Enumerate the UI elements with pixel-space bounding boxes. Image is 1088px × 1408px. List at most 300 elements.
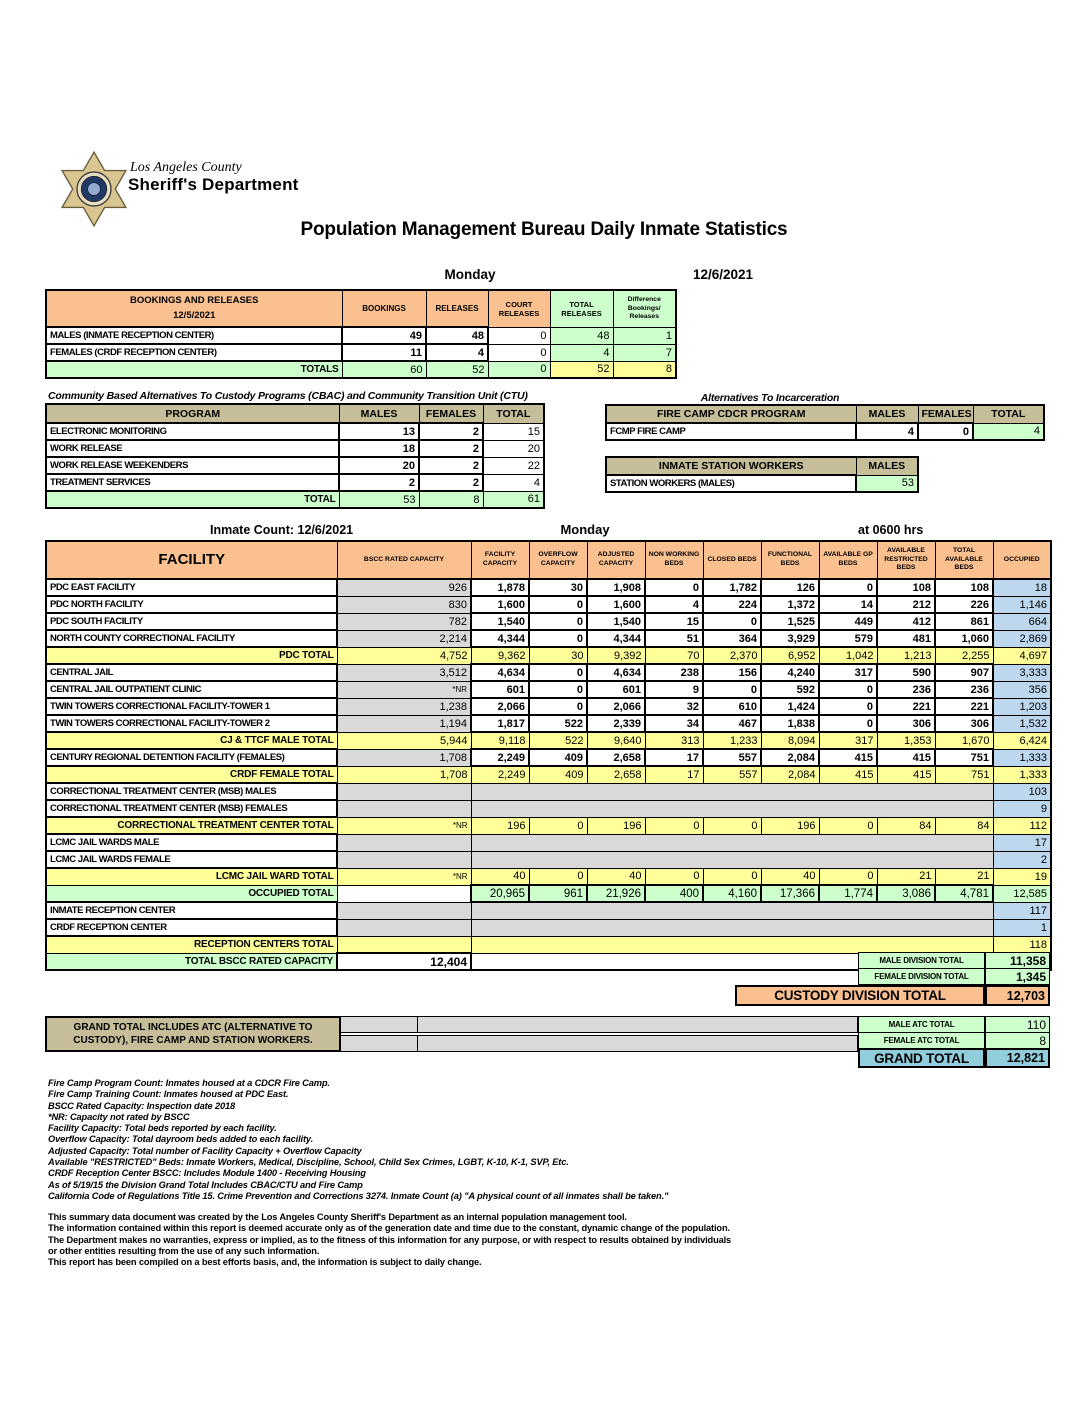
value-cell: 1,042: [819, 647, 877, 664]
female-division-total-value: 1,345: [985, 968, 1050, 985]
table-row: [46, 851, 1051, 868]
report-day: Monday: [444, 267, 496, 282]
occupied-cell: 12,585: [993, 885, 1051, 902]
occupied-cell: 6,424: [993, 732, 1051, 749]
cbac-table-body: [46, 423, 544, 508]
disclaimer: [48, 1212, 731, 1268]
value-cell: 17,366: [761, 885, 819, 902]
count-col-header: TOTAL AVAILABLE BEDS: [935, 541, 993, 579]
disclaimer-line: This report has been compiled on a best efforts basis, and, the information is subject to daily change.: [48, 1257, 482, 1268]
bscc-cell: [337, 800, 471, 817]
value-cell: 1,878: [471, 579, 529, 596]
footnote-line: California Code of Regulations Title 15. Crime Prevention and Corrections 3274. Inmate Count (a) "A physical count of all inmates shall be taken.": [48, 1190, 669, 1201]
value-cell: 9,392: [587, 647, 645, 664]
occupied-cell: 112: [993, 817, 1051, 834]
bscc-cell: 926: [337, 579, 471, 596]
value-cell: 34: [645, 715, 703, 732]
value-cell: 2,658: [587, 766, 645, 783]
table-row: [46, 732, 1051, 749]
table-row: [606, 475, 918, 492]
count-col-header: FUNCTIONAL BEDS: [761, 541, 819, 579]
fire-camp-table-body: [606, 423, 1044, 440]
col-inmate-station-workers: INMATE STATION WORKERS: [606, 457, 856, 475]
facility-label: CORRECTIONAL TREATMENT CENTER (MSB) FEMALES: [46, 800, 337, 817]
value-cell: 0: [819, 868, 877, 885]
value-cell: 196: [471, 817, 529, 834]
value-cell: 751: [935, 749, 993, 766]
col-fc-total: TOTAL: [973, 405, 1044, 423]
custody-division-total-value: 12,703: [985, 985, 1050, 1006]
disclaimer-line: This summary data document was created by the Los Angeles County Sheriff's Department as an internal population management tool.: [48, 1212, 627, 1222]
table-cell: 7: [613, 344, 676, 361]
value-cell: 400: [645, 885, 703, 902]
value-cell: 0: [703, 868, 761, 885]
value-cell: 2,084: [761, 766, 819, 783]
atc-gray-cell: [340, 1016, 418, 1033]
occupied-cell: 1: [993, 919, 1051, 936]
atc-gray-cell: [417, 1016, 858, 1033]
occupied-cell: 103: [993, 783, 1051, 800]
value-cell: 907: [935, 664, 993, 681]
occupied-cell: 18: [993, 579, 1051, 596]
table-cell: 15: [483, 423, 544, 440]
grand-total-row: [858, 1048, 1050, 1068]
row-label: FCMP FIRE CAMP: [606, 423, 856, 440]
value-cell: 306: [877, 715, 935, 732]
bscc-cell: 1,708: [337, 749, 471, 766]
value-cell: 481: [877, 630, 935, 647]
occupied-cell: 1,146: [993, 596, 1051, 613]
table-cell: 0: [918, 423, 973, 440]
bscc-cell: *NR: [337, 817, 471, 834]
value-cell: 313: [645, 732, 703, 749]
value-cell: 306: [935, 715, 993, 732]
table-cell: 0: [488, 327, 550, 344]
value-cell: 0: [529, 664, 587, 681]
value-cell: 0: [529, 630, 587, 647]
value-cell: 4,634: [471, 664, 529, 681]
grand-total-note: GRAND TOTAL INCLUDES ATC (ALTERNATIVE TO CUSTODY), FIRE CAMP AND STATION WORKERS.: [45, 1016, 341, 1052]
value-cell: 751: [935, 766, 993, 783]
value-cell: 30: [529, 579, 587, 596]
value-cell: 0: [819, 681, 877, 698]
bscc-cell: 830: [337, 596, 471, 613]
value-cell: 1,670: [935, 732, 993, 749]
value-cell: 0: [529, 868, 587, 885]
report-date: 12/6/2021: [693, 267, 754, 282]
value-cell: 40: [761, 868, 819, 885]
table-cell: 53: [339, 491, 419, 508]
grand-total-value: 12,821: [985, 1048, 1050, 1068]
value-cell: 1,600: [587, 596, 645, 613]
table-row: [46, 613, 1051, 630]
value-cell: 415: [877, 749, 935, 766]
value-cell: 212: [877, 596, 935, 613]
table-row: [46, 630, 1051, 647]
disclaimer-line: The information contained within this report is deemed accurate only as of the generation date and time due to the constant, dynamic change of the population.: [48, 1223, 730, 1234]
value-cell: 861: [935, 613, 993, 630]
table-row: [46, 749, 1051, 766]
value-cell: 4,344: [587, 630, 645, 647]
count-col-header: OVERFLOW CAPACITY: [529, 541, 587, 579]
table-row: [46, 681, 1051, 698]
table-row: [46, 902, 1051, 919]
table-cell: 20: [483, 440, 544, 457]
merged-cell: [471, 834, 993, 851]
value-cell: 1,060: [935, 630, 993, 647]
table-row: [46, 596, 1051, 613]
value-cell: 0: [703, 613, 761, 630]
facility-label: LCMC JAIL WARDS FEMALE: [46, 851, 337, 868]
value-cell: 4,160: [703, 885, 761, 902]
value-cell: 0: [529, 817, 587, 834]
facility-label: CENTRAL JAIL OUTPATIENT CLINIC: [46, 681, 337, 698]
value-cell: 0: [703, 681, 761, 698]
station-workers-table: [605, 456, 919, 493]
value-cell: 0: [645, 579, 703, 596]
footnote-line: Overflow Capacity: Total dayroom beds added to each facility.: [48, 1134, 313, 1145]
value-cell: 1,782: [703, 579, 761, 596]
disclaimer-line: or other entities resulting from the use of any such information.: [48, 1245, 320, 1256]
value-cell: 2,249: [471, 766, 529, 783]
bookings-title-line2: 12/5/2021: [173, 309, 216, 321]
facility-label: TWIN TOWERS CORRECTIONAL FACILITY-TOWER 2: [46, 715, 337, 732]
facility-label: CRDF RECEPTION CENTER: [46, 919, 337, 936]
merged-cell: [471, 936, 993, 953]
facility-label: CENTURY REGIONAL DETENTION FACILITY (FEMALES): [46, 749, 337, 766]
custody-division-total-row: [735, 985, 1050, 1006]
col-males: MALES: [339, 404, 419, 423]
value-cell: 522: [529, 732, 587, 749]
value-cell: 610: [703, 698, 761, 715]
value-cell: 21: [877, 868, 935, 885]
female-atc-total-label: FEMALE ATC TOTAL: [858, 1032, 985, 1049]
value-cell: 4: [645, 596, 703, 613]
table-row: [46, 327, 676, 344]
bscc-cell: *NR: [337, 868, 471, 885]
value-cell: 592: [761, 681, 819, 698]
table-row: [46, 715, 1051, 732]
value-cell: 415: [877, 766, 935, 783]
value-cell: 1,525: [761, 613, 819, 630]
value-cell: 17: [645, 749, 703, 766]
value-cell: 51: [645, 630, 703, 647]
occupied-cell: 19: [993, 868, 1051, 885]
footnote-line: *NR: Capacity not rated by BSCC: [48, 1111, 190, 1122]
value-cell: 364: [703, 630, 761, 647]
row-label: TREATMENT SERVICES: [46, 474, 339, 491]
value-cell: 601: [471, 681, 529, 698]
value-cell: 412: [877, 613, 935, 630]
sheriff-star-icon: [58, 150, 130, 228]
value-cell: 449: [819, 613, 877, 630]
disclaimer-line: The Department makes no warranties, express or implied, as to the fitness of this information for any purpose, or with respect to results obtained by individuals: [48, 1234, 732, 1245]
value-cell: 409: [529, 766, 587, 783]
table-cell: 53: [856, 475, 918, 492]
value-cell: 1,774: [819, 885, 877, 902]
female-division-total-row: [858, 968, 1050, 985]
merged-cell: [471, 851, 993, 868]
occupied-cell: 4,697: [993, 647, 1051, 664]
value-cell: 557: [703, 749, 761, 766]
logo-department-text: Sheriff's Department: [128, 175, 299, 194]
table-cell: 4: [856, 423, 918, 440]
value-cell: 409: [529, 749, 587, 766]
value-cell: 1,817: [471, 715, 529, 732]
table-cell: 60: [342, 361, 426, 378]
occupied-cell: 2,869: [993, 630, 1051, 647]
table-cell: 11: [342, 344, 426, 361]
bookings-table-title: [46, 290, 342, 327]
value-cell: 2,370: [703, 647, 761, 664]
occupied-cell: 118: [993, 936, 1051, 953]
value-cell: 84: [877, 817, 935, 834]
count-col-header: BSCC RATED CAPACITY: [337, 541, 471, 579]
bscc-cell: [337, 783, 471, 800]
count-col-header: AVAILABLE GP BEDS: [819, 541, 877, 579]
facility-label: PDC TOTAL: [46, 647, 337, 664]
col-fc-females: FEMALES: [918, 405, 973, 423]
bscc-cell: 2,214: [337, 630, 471, 647]
table-row: [46, 783, 1051, 800]
value-cell: 32: [645, 698, 703, 715]
facility-label: TWIN TOWERS CORRECTIONAL FACILITY-TOWER 1: [46, 698, 337, 715]
facility-label: CENTRAL JAIL: [46, 664, 337, 681]
table-row: [46, 664, 1051, 681]
cbac-table: [45, 403, 545, 509]
col-difference: Difference Bookings/ Releases: [613, 290, 676, 327]
facility-label: CRDF FEMALE TOTAL: [46, 766, 337, 783]
table-row: [46, 344, 676, 361]
bscc-cell: [337, 902, 471, 919]
value-cell: 236: [935, 681, 993, 698]
value-cell: 70: [645, 647, 703, 664]
value-cell: 126: [761, 579, 819, 596]
value-cell: 1,353: [877, 732, 935, 749]
count-col-header: ADJUSTED CAPACITY: [587, 541, 645, 579]
occupied-cell: 3,333: [993, 664, 1051, 681]
facility-label: INMATE RECEPTION CENTER: [46, 902, 337, 919]
count-col-header: NON WORKING BEDS: [645, 541, 703, 579]
count-col-header: FACILITY: [46, 541, 337, 579]
table-row: [46, 491, 544, 508]
value-cell: 2,084: [761, 749, 819, 766]
atc-gray-cell: [340, 1035, 418, 1052]
facility-label: RECEPTION CENTERS TOTAL: [46, 936, 337, 953]
value-cell: 4,634: [587, 664, 645, 681]
table-row: [46, 885, 1051, 902]
footnote-line: Available "RESTRICTED" Beds: Inmate Workers, Medical, Discipline, School, Child Sex Crimes, LGBT, K-10, K-1, SVP, Etc.: [48, 1157, 569, 1168]
facility-label: CORRECTIONAL TREATMENT CENTER (MSB) MALES: [46, 783, 337, 800]
male-division-total-row: [858, 952, 1050, 969]
custody-division-total-label: CUSTODY DIVISION TOTAL: [735, 985, 985, 1006]
table-cell: 4: [483, 474, 544, 491]
value-cell: 0: [529, 596, 587, 613]
occupied-cell: 1,532: [993, 715, 1051, 732]
value-cell: 1,908: [587, 579, 645, 596]
table-cell: 2: [419, 457, 483, 474]
table-row: [46, 440, 544, 457]
bscc-cell: [337, 834, 471, 851]
col-fire-camp-program: FIRE CAMP CDCR PROGRAM: [606, 405, 856, 423]
facility-label: LCMC JAIL WARD TOTAL: [46, 868, 337, 885]
value-cell: 224: [703, 596, 761, 613]
value-cell: 14: [819, 596, 877, 613]
table-cell: 1: [613, 327, 676, 344]
col-bookings: BOOKINGS: [342, 290, 426, 327]
female-atc-total-value: 8: [985, 1032, 1050, 1049]
value-cell: 0: [529, 681, 587, 698]
count-col-header: FACILITY CAPACITY: [471, 541, 529, 579]
facility-label: OCCUPIED TOTAL: [46, 885, 337, 902]
value-cell: 0: [819, 579, 877, 596]
bscc-cell: 3,512: [337, 664, 471, 681]
table-cell: 13: [339, 423, 419, 440]
table-cell: 2: [419, 474, 483, 491]
footnote-line: BSCC Rated Capacity: Inspection date 2018: [48, 1100, 236, 1111]
occupied-cell: 17: [993, 834, 1051, 851]
merged-cell: [471, 783, 993, 800]
table-cell: 8: [613, 361, 676, 378]
value-cell: 2,066: [587, 698, 645, 715]
count-caption-day: Monday: [560, 522, 610, 537]
table-cell: 4: [426, 344, 488, 361]
female-division-total-label: FEMALE DIVISION TOTAL: [858, 968, 985, 985]
value-cell: 601: [587, 681, 645, 698]
value-cell: 9,118: [471, 732, 529, 749]
table-row: [46, 361, 676, 378]
footnotes: [48, 1078, 668, 1202]
table-row: [46, 834, 1051, 851]
merged-cell: [471, 800, 993, 817]
occupied-cell: 2: [993, 851, 1051, 868]
footnote-line: Fire Camp Program Count: Inmates housed at a CDCR Fire Camp.: [48, 1078, 330, 1088]
table-row: [46, 579, 1051, 596]
facility-label: PDC NORTH FACILITY: [46, 596, 337, 613]
facility-label: LCMC JAIL WARDS MALE: [46, 834, 337, 851]
page-title: Population Management Bureau Daily Inmate Statistics: [300, 219, 788, 240]
value-cell: 236: [877, 681, 935, 698]
value-cell: 221: [877, 698, 935, 715]
row-label: ELECTRONIC MONITORING: [46, 423, 339, 440]
merged-cell: [471, 902, 993, 919]
table-cell: 0: [488, 361, 550, 378]
table-cell: 4: [550, 344, 613, 361]
table-cell: 0: [488, 344, 550, 361]
value-cell: 317: [819, 732, 877, 749]
table-cell: 52: [426, 361, 488, 378]
value-cell: 2,658: [587, 749, 645, 766]
col-program: PROGRAM: [46, 404, 339, 423]
count-caption-date: Inmate Count: 12/6/2021: [210, 523, 354, 537]
value-cell: 20,965: [471, 885, 529, 902]
facility-label: NORTH COUNTY CORRECTIONAL FACILITY: [46, 630, 337, 647]
value-cell: 0: [703, 817, 761, 834]
value-cell: 0: [529, 698, 587, 715]
value-cell: 156: [703, 664, 761, 681]
value-cell: 2,066: [471, 698, 529, 715]
value-cell: 4,344: [471, 630, 529, 647]
value-cell: 3,929: [761, 630, 819, 647]
table-row: [46, 647, 1051, 664]
row-label: FEMALES (CRDF RECEPTION CENTER): [46, 344, 342, 361]
bscc-cell: 4,752: [337, 647, 471, 664]
table-row: [46, 919, 1051, 936]
value-cell: 2,255: [935, 647, 993, 664]
table-cell: 18: [339, 440, 419, 457]
value-cell: 1,540: [471, 613, 529, 630]
bscc-cell: 782: [337, 613, 471, 630]
value-cell: 1,600: [471, 596, 529, 613]
bookings-table-body: [46, 327, 676, 378]
table-cell: 2: [419, 423, 483, 440]
station-workers-table-body: [606, 475, 918, 492]
value-cell: 4,240: [761, 664, 819, 681]
footnote-line: Fire Camp Training Count: Inmates housed at PDC East.: [48, 1089, 289, 1100]
table-cell: 49: [342, 327, 426, 344]
table-row: [606, 423, 1044, 440]
table-cell: 22: [483, 457, 544, 474]
value-cell: 9,362: [471, 647, 529, 664]
col-females: FEMALES: [419, 404, 483, 423]
value-cell: 0: [529, 613, 587, 630]
footnote-line: Adjusted Capacity: Total number of Facility Capacity + Overflow Capacity: [48, 1145, 362, 1156]
footnote-line: As of 5/19/15 the Division Grand Total Includes CBAC/CTU and Fire Camp: [48, 1179, 363, 1190]
male-atc-total-label: MALE ATC TOTAL: [858, 1016, 985, 1033]
value-cell: 238: [645, 664, 703, 681]
bscc-cell: 1,708: [337, 766, 471, 783]
table-row: [46, 936, 1051, 953]
table-row: [46, 457, 544, 474]
value-cell: 467: [703, 715, 761, 732]
col-total-releases: TOTAL RELEASES: [550, 290, 613, 327]
value-cell: 21,926: [587, 885, 645, 902]
totals-label: TOTALS: [46, 361, 342, 378]
value-cell: 108: [935, 579, 993, 596]
count-col-header: OCCUPIED: [993, 541, 1051, 579]
value-cell: 17: [645, 766, 703, 783]
occupied-cell: 9: [993, 800, 1051, 817]
bscc-cell: [337, 936, 471, 953]
value-cell: 2,339: [587, 715, 645, 732]
count-col-header: AVAILABLE RESTRICTED BEDS: [877, 541, 935, 579]
table-row: [46, 423, 544, 440]
value-cell: 415: [819, 749, 877, 766]
table-cell: 61: [483, 491, 544, 508]
facility-label: PDC SOUTH FACILITY: [46, 613, 337, 630]
col-fc-males: MALES: [856, 405, 918, 423]
fire-camp-table: [605, 404, 1045, 441]
table-row: [46, 474, 544, 491]
table-row: [46, 868, 1051, 885]
count-table-body: [46, 579, 1051, 970]
occupied-cell: 664: [993, 613, 1051, 630]
value-cell: 1,372: [761, 596, 819, 613]
table-row: [46, 698, 1051, 715]
value-cell: 590: [877, 664, 935, 681]
table-cell: 4: [973, 423, 1044, 440]
value-cell: 1,838: [761, 715, 819, 732]
table-cell: 20: [339, 457, 419, 474]
table-cell: 8: [419, 491, 483, 508]
logo-county-text: Los Angeles County: [130, 160, 242, 175]
table-cell: 2: [419, 440, 483, 457]
table-cell: 48: [426, 327, 488, 344]
bookings-title-line1: BOOKINGS AND RELEASES: [130, 295, 259, 307]
col-court-releases: COURT RELEASES: [488, 290, 550, 327]
female-atc-total-row: [858, 1032, 1050, 1049]
value-cell: 84: [935, 817, 993, 834]
